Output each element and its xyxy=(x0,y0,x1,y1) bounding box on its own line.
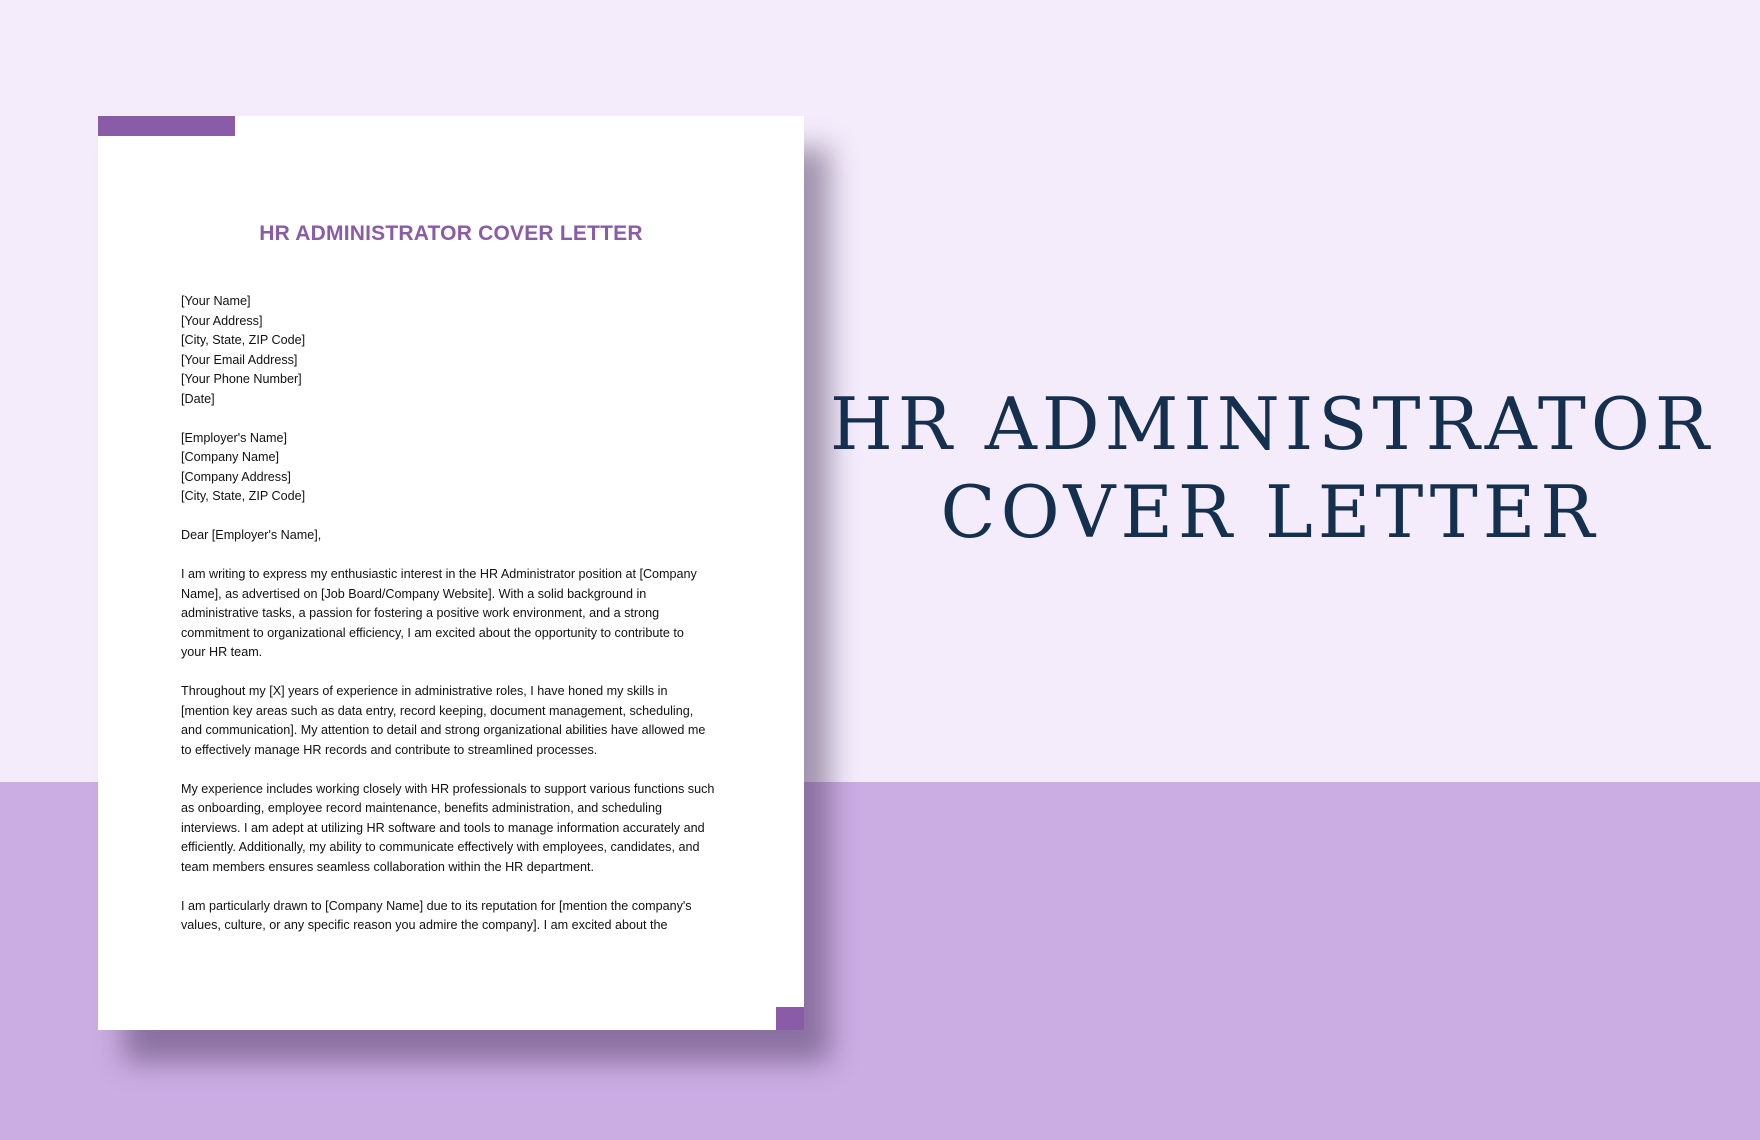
recipient-line: [Company Address] xyxy=(181,469,291,484)
paragraph-line: efficiently. Additionally, my ability to communicate effectively with employees, candidates, and xyxy=(181,840,700,854)
paragraph-line: values, culture, or any specific reason you admire the company]. I am excited about the xyxy=(181,918,668,932)
paragraph-line: administrative tasks, a passion for fostering a positive work environment, and a strong xyxy=(181,606,660,620)
paragraph-line: to effectively manage HR records and contribute to streamlined processes. xyxy=(181,742,598,757)
recipient-block xyxy=(181,429,726,507)
recipient-line: [Company Name] xyxy=(181,450,279,464)
paragraph-line: team members ensures seamless collaboration within the HR department. xyxy=(181,859,594,874)
paragraph-line: Throughout my [X] years of experience in administrative roles, I have honed my skills in xyxy=(181,684,668,698)
headline-line-2: COVER LETTER xyxy=(940,470,1600,554)
paragraph-line: your HR team. xyxy=(181,645,263,659)
document-page xyxy=(98,116,804,1030)
sender-line: [Your Email Address] xyxy=(181,352,298,367)
paragraph-2 xyxy=(181,682,726,760)
headline-line-1: HR ADMINISTRATOR xyxy=(830,382,1715,466)
letter-body xyxy=(181,292,726,955)
headline xyxy=(830,380,1715,556)
sender-line: [City, State, ZIP Code] xyxy=(181,333,306,347)
paragraph-line: as onboarding, employee record maintenance, benefits administration, and scheduling xyxy=(181,801,662,815)
paragraph-line: I am particularly drawn to [Company Name] due to its reputation for [mention the company's xyxy=(181,898,692,913)
paragraph-line: interviews. I am adept at utilizing HR software and tools to manage information accurately and xyxy=(181,820,705,835)
paragraph-line: and communication]. My attention to detail and strong organizational abilities have allowed me xyxy=(181,723,706,737)
accent-bar-top xyxy=(98,116,235,136)
document-title: HR ADMINISTRATOR COVER LETTER xyxy=(259,222,643,245)
sender-line: [Your Phone Number] xyxy=(181,372,302,386)
paragraph-3 xyxy=(181,780,726,878)
sender-block xyxy=(181,292,726,409)
salutation xyxy=(181,526,726,546)
recipient-line: [Employer's Name] xyxy=(181,430,287,445)
paragraph-line: [mention key areas such as data entry, record keeping, document management, scheduling, xyxy=(181,703,694,718)
sender-line: [Your Name] xyxy=(181,294,251,308)
paragraph-4 xyxy=(181,897,726,936)
paragraph-line: Name], as advertised on [Job Board/Company Website]. With a solid background in xyxy=(181,586,647,601)
sender-line: [Your Address] xyxy=(181,313,263,328)
paragraph-1 xyxy=(181,565,726,663)
accent-block-bottom xyxy=(776,1007,804,1030)
paragraph-line: My experience includes working closely with HR professionals to support various functions such xyxy=(181,781,715,796)
sender-line: [Date] xyxy=(181,391,215,406)
paragraph-line: I am writing to express my enthusiastic interest in the HR Administrator position at [Company xyxy=(181,567,697,581)
recipient-line: [City, State, ZIP Code] xyxy=(181,489,306,503)
paragraph-line: commitment to organizational efficiency, I am excited about the opportunity to contribute to xyxy=(181,625,684,640)
salutation-text: Dear [Employer's Name], xyxy=(181,528,322,542)
